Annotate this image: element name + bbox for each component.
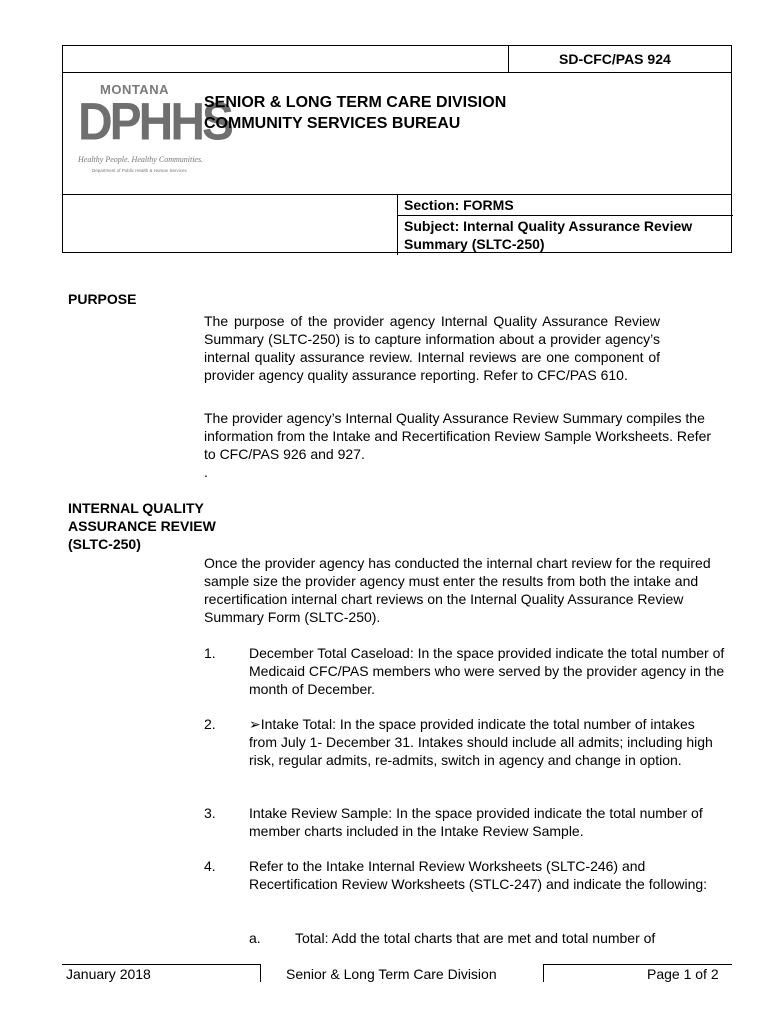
subject-label: Subject: Internal Quality Assurance Review Summary (SLTC-250) <box>404 218 693 252</box>
purpose-heading: PURPOSE <box>68 291 137 307</box>
list-item-number: 3. <box>204 805 216 821</box>
review-heading <box>68 499 216 553</box>
list-item-number: 2. <box>204 716 216 732</box>
list-item-text: December Total Caseload: In the space provided indicate the total number of Medicaid CFC/PAS members who were served by the provider agency in the month of December. <box>249 645 725 697</box>
division-title <box>204 92 506 134</box>
division-line-1: SENIOR & LONG TERM CARE DIVISION <box>204 94 507 111</box>
footer-division: Senior & Long Term Care Division <box>286 966 497 982</box>
header-horizontal-divider <box>397 215 733 216</box>
footer-tick-right <box>543 964 544 982</box>
review-heading-line-1: INTERNAL QUALITY <box>68 500 204 516</box>
logo-state: MONTANA <box>100 82 169 97</box>
sub-item-letter: a. <box>249 930 261 946</box>
footer-date: January 2018 <box>66 966 151 982</box>
division-line-2: COMMUNITY SERVICES BUREAU <box>204 115 461 132</box>
header-vertical-divider <box>397 195 398 255</box>
logo-tagline: Healthy People. Healthy Communities. <box>78 155 204 164</box>
footer-tick-left <box>260 964 261 982</box>
list-item-text: Intake Review Sample: In the space provided indicate the total number of member charts included in the Intake Review Sample. <box>249 805 703 839</box>
list-item-text: Refer to the Intake Internal Review Worksheets (SLTC-246) and Recertification Review Worksheets (STLC-247) and indicate the following: <box>249 858 708 892</box>
list-item-number: 1. <box>204 645 216 661</box>
dphhs-logo <box>74 82 232 182</box>
document-number: SD-CFC/PAS 924 <box>559 51 671 67</box>
purpose-paragraph-2: The provider agency’s Internal Quality Assurance Review Summary compiles the information from the Intake and Recertification Review Sample Worksheets. Refer to CFC/PAS 926 and 927. <box>204 410 712 462</box>
footer-rule-right <box>543 964 732 965</box>
logo-name: DPHHS <box>78 93 232 152</box>
purpose-paragraph-1: The purpose of the provider agency Internal Quality Assurance Review Summary (SLTC-250) is to capture information about a provider agency’s internal quality assurance review. Internal reviews are one component of provider agency quality assurance reporting. Refer to CFC/PAS 610. <box>204 313 660 383</box>
section-label: Section: FORMS <box>404 197 514 213</box>
sub-item-text: Total: Add the total charts that are met and total number of <box>295 930 656 946</box>
review-intro: Once the provider agency has conducted the internal chart review for the required sample size the provider agency must enter the results from both the intake and recertification internal chart reviews on the Internal Quality Assurance Review Summary Form (SLTC-250). <box>204 555 711 625</box>
footer-rule-left <box>62 964 260 965</box>
logo-department: Department of Public Health & Human Services <box>92 168 187 173</box>
review-heading-line-3: (SLTC-250) <box>68 536 141 552</box>
list-item-text: ➢Intake Total: In the space provided indicate the total number of intakes from July 1- December 31. Intakes should include all admits; including high risk, regular admits, re-admits, switch in agency and change in option. <box>249 716 713 768</box>
purpose-paragraph-2-tail: . <box>204 464 208 480</box>
footer-page-number: Page 1 of 2 <box>647 966 719 982</box>
review-heading-line-2: ASSURANCE REVIEW <box>68 518 216 534</box>
header-top-row <box>63 46 731 73</box>
header-divider <box>508 46 509 72</box>
list-item-number: 4. <box>204 858 216 874</box>
header-bottom-row <box>63 194 731 255</box>
